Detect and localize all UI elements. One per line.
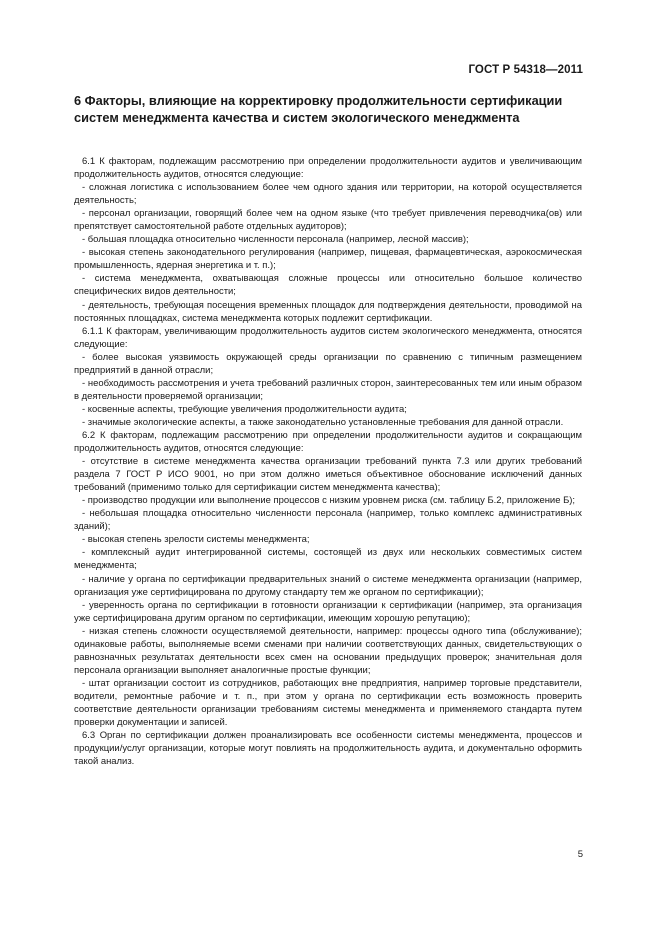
list-item: - высокая степень законодательного регулирования (например, пищевая, фармацевтическая, аэрокосмическая промышленность, ядерная энергетика и т. п.); xyxy=(74,247,582,272)
list-item: - небольшая площадка относительно численности персонала (например, только комплекс административных зданий); xyxy=(74,508,582,533)
paragraph-6-2: 6.2 К факторам, подлежащим рассмотрению при определении продолжительности аудитов и сокращающим продолжительность аудитов, относятся следующие: xyxy=(74,429,582,455)
list-item: - косвенные аспекты, требующие увеличения продолжительности аудита; xyxy=(82,403,407,415)
list-item: - производство продукции или выполнение процессов с низким уровнем риска (см. таблицу Б.2, приложение Б); xyxy=(82,495,576,507)
list-item: - штат организации состоит из сотрудников, работающих вне предприятия, например торговые представители, водители, ремонтные рабочие и т. п., при этом у органа по сертификации есть возможность проверить соответствие деятельности организации требованиям системы менеджмента и применяемого стандарта путем проверки документации и записей. xyxy=(74,677,582,729)
list-item: - большая площадка относительно численности персонала (например, лесной массив); xyxy=(82,234,469,246)
list-item: - сложная логистика с использованием более чем одного здания или территории, на которой осуществляется деятельность; xyxy=(74,182,582,207)
list-item: - низкая степень сложности осуществляемой деятельности, например: процессы одного типа (обслуживание); одинаковые работы, выполняемые всеми сменами при наличии соответствующих данных, свидетельствующих о равнозначных результатах деятельности всех смен на основании предыдущих проверок; значительная доля персонала организации выполняет аналогичные простые функции; xyxy=(74,625,582,676)
list-item: - отсутствие в системе менеджмента качества организации требований пункта 7.3 или других требований раздела 7 ГОСТ Р ИСО 9001, но при этом должно иметься объективное обоснование исключений данных требований (применимо только для сертификации систем менеджмента качества); xyxy=(74,456,582,494)
list-item: - наличие у органа по сертификации предварительных знаний о системе менеджмента организации (например, организация уже сертифицирована по другому стандарту тем же органом по сертификации); xyxy=(74,573,582,598)
list-item: - деятельность, требующая посещения временных площадок для подтверждения деятельности, проводимой на постоянных площадках, система менеджмента которых подлежит сертификации. xyxy=(74,299,582,324)
section-heading: 6 Факторы, влияющие на корректировку продолжительности сертификации систем менеджмента качества и систем экологического менеджмента xyxy=(74,93,563,125)
section-body xyxy=(74,155,582,768)
paragraph-6-1: 6.1 К факторам, подлежащим рассмотрению при определении продолжительности аудитов и увеличивающим продолжительность аудитов, относятся следующие: xyxy=(74,156,582,181)
page-number: 5 xyxy=(577,849,583,860)
paragraph-6-3: 6.3 Орган по сертификации должен проанализировать все особенности системы менеджмента, процессов и продукции/услуг организации, которые могут повлиять на продолжительность аудита, и документально оформить такой анализ. xyxy=(74,730,582,768)
list-item: - уверенность органа по сертификации в готовности организации к сертификации (например, эта организация уже сертифицирована другим органом по сертификации, имеющим хорошую репутацию); xyxy=(74,599,582,624)
list-item: - значимые экологические аспекты, а также законодательно установленные требования для данной отрасли. xyxy=(82,416,564,428)
list-item: - персонал организации, говорящий более чем на одном языке (что требует привлечения переводчика(ов) или препятствует самостоятельной работе отдельных аудиторов); xyxy=(74,208,582,233)
list-item: - более высокая уязвимость окружающей среды организации по сравнению с типичным размещением предприятий в данной отрасли; xyxy=(74,351,582,376)
list-item: - комплексный аудит интегрированной системы, состоящей из двух или нескольких совместимых систем менеджмента; xyxy=(74,547,582,572)
paragraph-6-1-1: 6.1.1 К факторам, увеличивающим продолжительность аудитов систем экологического менеджмента, относятся следующие: xyxy=(74,325,582,350)
list-item: - высокая степень зрелости системы менеджмента; xyxy=(82,534,310,546)
standard-designation: ГОСТ Р 54318—2011 xyxy=(468,64,583,76)
list-item: - система менеджмента, охватывающая сложные процессы или относительно большое количество специфических видов деятельности; xyxy=(74,273,582,298)
list-item: - необходимость рассмотрения и учета требований различных сторон, заинтересованных тем или иным образом в деятельности проверяемой организации; xyxy=(74,377,582,402)
